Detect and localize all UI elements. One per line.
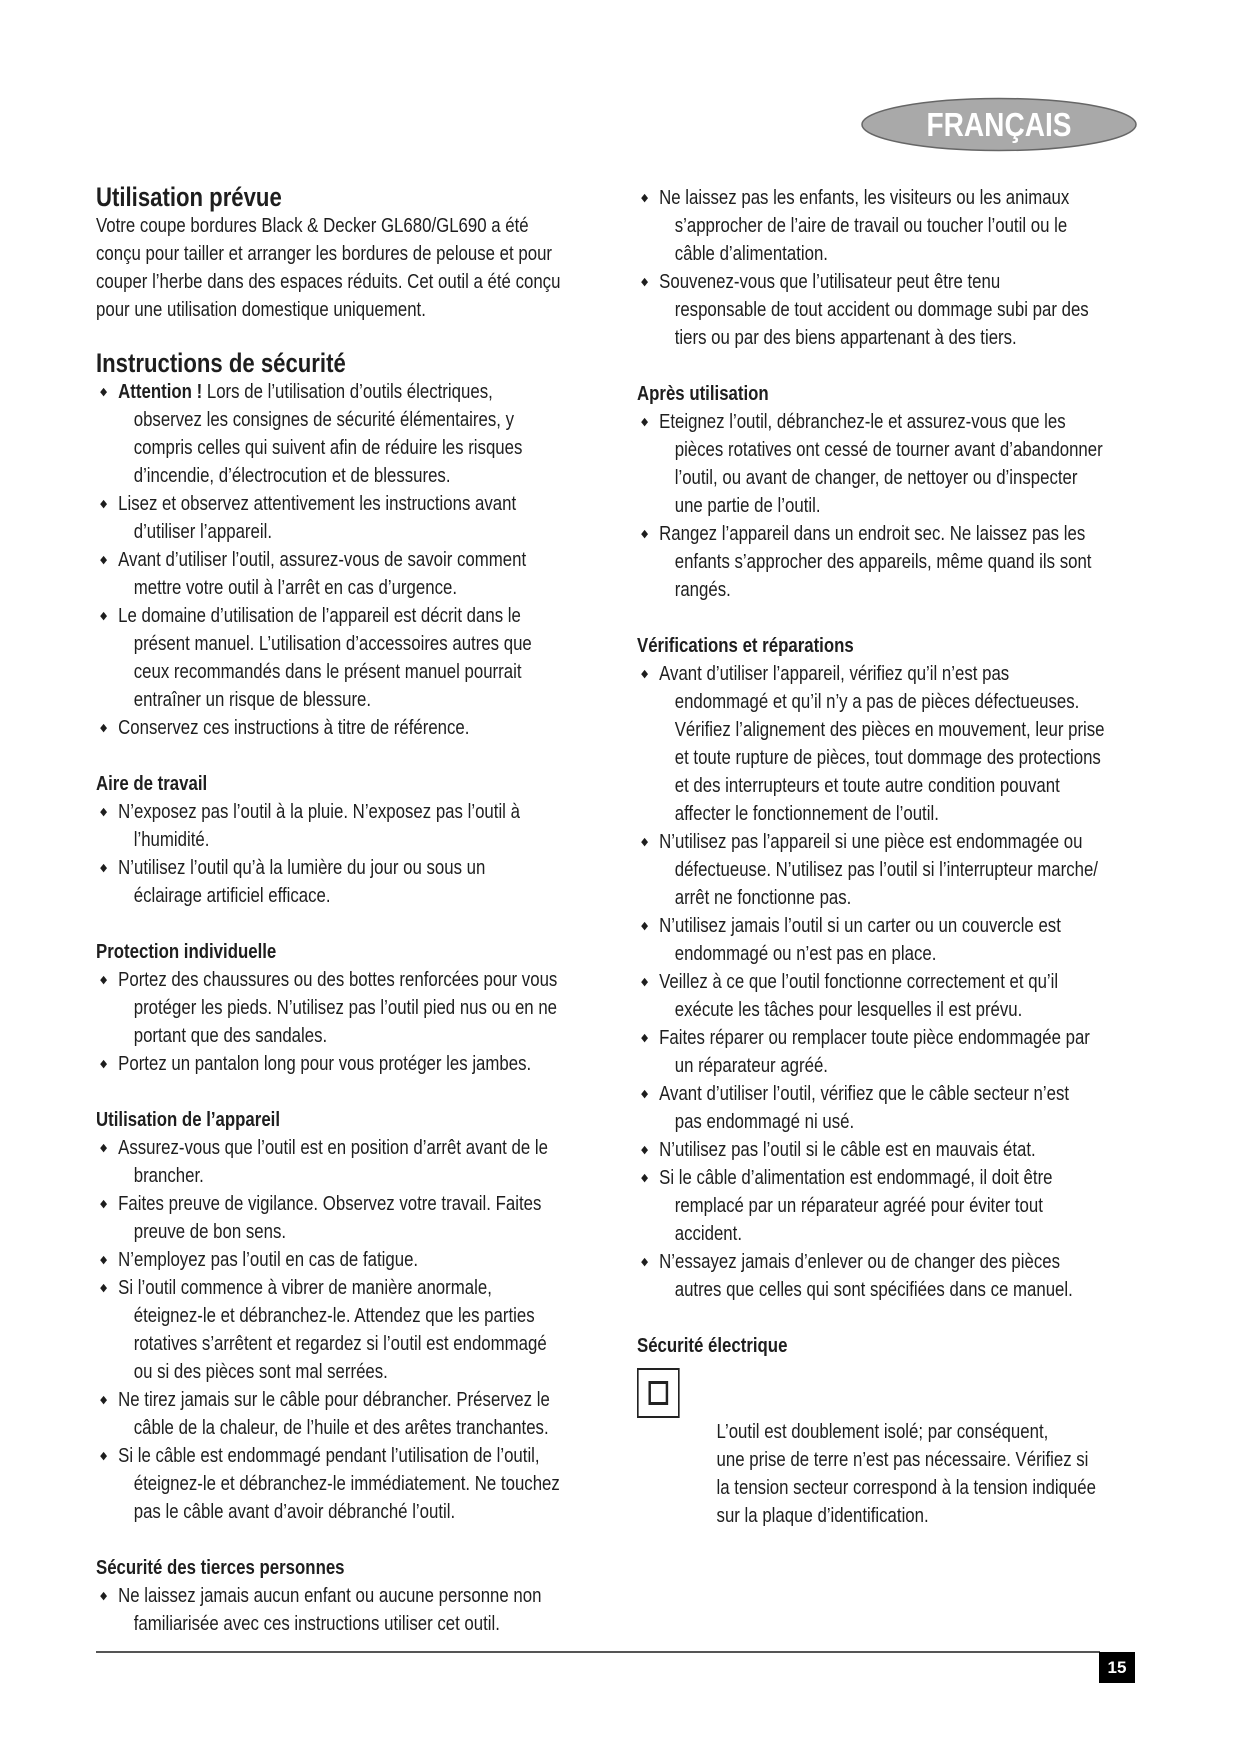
list-item: [96, 1274, 604, 1386]
item-text: Avant d’utiliser l’outil, vérifiez que le câble secteur n’est pas endommagé ni usé.: [659, 1082, 1070, 1133]
list-item: [637, 660, 1145, 828]
item-text: Ne laissez jamais aucun enfant ou aucune personne non familiarisée avec ces instructions utiliser cet outil.: [118, 1584, 542, 1635]
double-insulation-icon: [637, 1368, 680, 1418]
list-item: [637, 1164, 1145, 1248]
list-item: [96, 1442, 604, 1526]
item-text: Avant d’utiliser l’outil, assurez-vous de savoir comment mettre votre outil à l’arrêt en cas d’urgence.: [118, 548, 527, 599]
item-text: Lors de l’utilisation d’outils électriques, observez les consignes de sécurité élémentaires, y compris celles qui suivent afin de réduire les risques d’incendie, d’électrocution et de blessures.: [133, 380, 523, 487]
heading-work-area: Aire de travail: [96, 772, 208, 795]
list-item: [96, 966, 604, 1050]
bullet-diamond-icon: ◆: [100, 1254, 108, 1266]
bullet-diamond-icon: ◆: [100, 1058, 108, 1070]
list-item: [96, 1134, 604, 1190]
list-item: [96, 1190, 604, 1246]
bullet-diamond-icon: ◆: [100, 806, 108, 818]
item-text: Faites réparer ou remplacer toute pièce endommagée par un réparateur agréé.: [659, 1026, 1090, 1077]
bullet-diamond-icon: ◆: [100, 1394, 108, 1406]
item-lead: Attention !: [118, 380, 203, 403]
list-item: [637, 520, 1145, 604]
list-item: [96, 546, 604, 602]
heading-third-party-safety: Sécurité des tierces personnes: [96, 1556, 345, 1579]
personal-protection-list: [96, 966, 604, 1078]
heading-safety-instructions: Instructions de sécurité: [96, 348, 346, 378]
intended-use-text: Votre coupe bordures Black & Decker GL680/GL690 a été conçu pour tailler et arranger les bordures de pelouse et pour couper l’herbe dans des espaces réduits. Cet outil a été conçu pour une utilisation domestique uniquement.: [96, 214, 561, 321]
bullet-diamond-icon: ◆: [100, 1142, 108, 1154]
list-item: [96, 1246, 604, 1274]
electrical-safety-block: [637, 1362, 1145, 1530]
bullet-diamond-icon: ◆: [100, 386, 108, 398]
bullet-diamond-icon: ◆: [100, 1590, 108, 1602]
item-text: Eteignez l’outil, débranchez-le et assurez-vous que les pièces rotatives ont cessé de tourner avant d’abandonner l’outil, ou avant de changer, de nettoyer ou d’inspecter une partie de l’outil.: [659, 410, 1103, 517]
bullet-diamond-icon: ◆: [641, 1088, 649, 1100]
list-item: [96, 714, 604, 742]
item-text: N’utilisez pas l’outil si le câble est en mauvais état.: [659, 1138, 1036, 1161]
bullet-diamond-icon: ◆: [641, 1144, 649, 1156]
bullet-diamond-icon: ◆: [641, 668, 649, 680]
bullet-diamond-icon: ◆: [100, 610, 108, 622]
bullet-diamond-icon: ◆: [641, 1172, 649, 1184]
item-text: Avant d’utiliser l’appareil, vérifiez qu’il n’est pas endommagé et qu’il n’y a pas de pièces défectueuses. Vérifiez l’alignement des pièces en mouvement, leur prise et toute rupture de pièces, tout dommage des protections et des interrupteurs et toute autre condition pouvant affecter le fonctionnement de l’outil.: [659, 662, 1105, 825]
item-text: N’utilisez jamais l’outil si un carter ou un couvercle est endommagé ou n’est pas en place.: [659, 914, 1061, 965]
item-text: N’exposez pas l’outil à la pluie. N’exposez pas l’outil à l’humidité.: [118, 800, 520, 851]
bullet-diamond-icon: ◆: [641, 836, 649, 848]
list-item: [96, 1582, 604, 1638]
safety-list: [96, 378, 604, 742]
list-item: [637, 1248, 1145, 1304]
heading-personal-protection: Protection individuelle: [96, 940, 277, 963]
bullet-diamond-icon: ◆: [641, 976, 649, 988]
language-label: FRANÇAIS: [926, 105, 1072, 143]
bullet-diamond-icon: ◆: [641, 416, 649, 428]
list-item: [96, 490, 604, 546]
list-item: [96, 1386, 604, 1442]
list-item: [96, 602, 604, 714]
item-text: N’utilisez l’outil qu’à la lumière du jour ou sous un éclairage artificiel efficace.: [118, 856, 486, 907]
list-item: [96, 854, 604, 910]
bullet-diamond-icon: ◆: [641, 528, 649, 540]
heading-intended-use: Utilisation prévue: [96, 182, 282, 212]
bullet-diamond-icon: ◆: [100, 1282, 108, 1294]
page-number: 15: [1099, 1652, 1135, 1683]
item-text: Si le câble d’alimentation est endommagé, il doit être remplacé par un réparateur agréé pour éviter tout accident.: [659, 1166, 1053, 1245]
right-column: [637, 184, 1145, 1530]
bullet-diamond-icon: ◆: [100, 554, 108, 566]
heading-appliance-use: Utilisation de l’appareil: [96, 1108, 281, 1131]
item-text: Conservez ces instructions à titre de référence.: [118, 716, 470, 739]
item-text: N’utilisez pas l’appareil si une pièce est endommagée ou défectueuse. N’utilisez pas l’outil si l’interrupteur marche/ arrêt ne fonctionne pas.: [659, 830, 1098, 909]
heading-after-use: Après utilisation: [637, 382, 769, 405]
list-item: [96, 798, 604, 854]
bullet-diamond-icon: ◆: [100, 722, 108, 734]
electrical-safety-text: L’outil est doublement isolé; par conséquent, une prise de terre n’est pas nécessaire. Vérifiez si la tension secteur correspond à la tension indiquée sur la plaque d’identification.: [716, 1420, 1096, 1527]
item-text: Si le câble est endommagé pendant l’utilisation de l’outil, éteignez-le et débranchez-le immédiatement. Ne touchez pas le câble avant d’avoir débranché l’outil.: [118, 1444, 560, 1523]
bullet-diamond-icon: ◆: [100, 1198, 108, 1210]
footer-rule: [96, 1651, 1100, 1653]
item-text: N’essayez jamais d’enlever ou de changer des pièces autres que celles qui sont spécifiées dans ce manuel.: [659, 1250, 1073, 1301]
heading-checks-repairs: Vérifications et réparations: [637, 634, 854, 657]
bullet-diamond-icon: ◆: [100, 862, 108, 874]
bullet-diamond-icon: ◆: [100, 498, 108, 510]
item-text: Rangez l’appareil dans un endroit sec. Ne laissez pas les enfants s’approcher des appareils, même quand ils sont rangés.: [659, 522, 1092, 601]
item-text: Portez des chaussures ou des bottes renforcées pour vous protéger les pieds. N’utilisez pas l’outil pied nus ou en ne portant que des sandales.: [118, 968, 558, 1047]
list-item: [637, 408, 1145, 520]
list-item: [637, 828, 1145, 912]
bullet-diamond-icon: ◆: [641, 1256, 649, 1268]
language-badge: [860, 96, 1138, 153]
bullet-diamond-icon: ◆: [641, 1032, 649, 1044]
list-item: [637, 268, 1145, 352]
item-text: Ne laissez pas les enfants, les visiteurs ou les animaux s’approcher de l’aire de travail ou toucher l’outil ou le câble d’alimentation.: [659, 186, 1070, 265]
item-text: Portez un pantalon long pour vous protéger les jambes.: [118, 1052, 532, 1075]
item-text: Veillez à ce que l’outil fonctionne correctement et qu’il exécute les tâches pour lesquelles il est prévu.: [659, 970, 1059, 1021]
list-item: [637, 1080, 1145, 1136]
heading-electrical-safety: Sécurité électrique: [637, 1334, 788, 1357]
bullet-diamond-icon: ◆: [641, 276, 649, 288]
list-item: [637, 1024, 1145, 1080]
item-text: Souvenez-vous que l’utilisateur peut être tenu responsable de tout accident ou dommage subi par des tiers ou par des biens appartenant à des tiers.: [659, 270, 1089, 349]
list-item: [637, 912, 1145, 968]
list-item: [637, 1136, 1145, 1164]
item-text: Le domaine d’utilisation de l’appareil est décrit dans le présent manuel. L’utilisation d’accessoires autres que ceux recommandés dans le présent manuel pourrait entraîner un risque de blessure.: [118, 604, 532, 711]
item-text: Lisez et observez attentivement les instructions avant d’utiliser l’appareil.: [118, 492, 517, 543]
list-item: [96, 378, 604, 490]
third-party-list-continued: [637, 184, 1145, 352]
work-area-list: [96, 798, 604, 910]
item-text: N’employez pas l’outil en cas de fatigue.: [118, 1248, 419, 1271]
item-text: Ne tirez jamais sur le câble pour débrancher. Préservez le câble de la chaleur, de l’huile et des arêtes tranchantes.: [118, 1388, 550, 1439]
appliance-use-list: [96, 1134, 604, 1526]
bullet-diamond-icon: ◆: [100, 974, 108, 986]
after-use-list: [637, 408, 1145, 604]
list-item: [637, 184, 1145, 268]
item-text: Si l’outil commence à vibrer de manière anormale, éteignez-le et débranchez-le. Attendez que les parties rotatives s’arrêtent et regardez si l’outil est endommagé ou si des pièces sont mal serrées.: [118, 1276, 547, 1383]
bullet-diamond-icon: ◆: [100, 1450, 108, 1462]
bullet-diamond-icon: ◆: [641, 920, 649, 932]
item-text: Assurez-vous que l’outil est en position d’arrêt avant de le brancher.: [118, 1136, 548, 1187]
checks-list: [637, 660, 1145, 1304]
bullet-diamond-icon: ◆: [641, 192, 649, 204]
list-item: [96, 1050, 604, 1078]
item-text: Faites preuve de vigilance. Observez votre travail. Faites preuve de bon sens.: [118, 1192, 542, 1243]
third-party-list: [96, 1582, 604, 1638]
list-item: [637, 968, 1145, 1024]
left-column: [96, 182, 604, 1638]
